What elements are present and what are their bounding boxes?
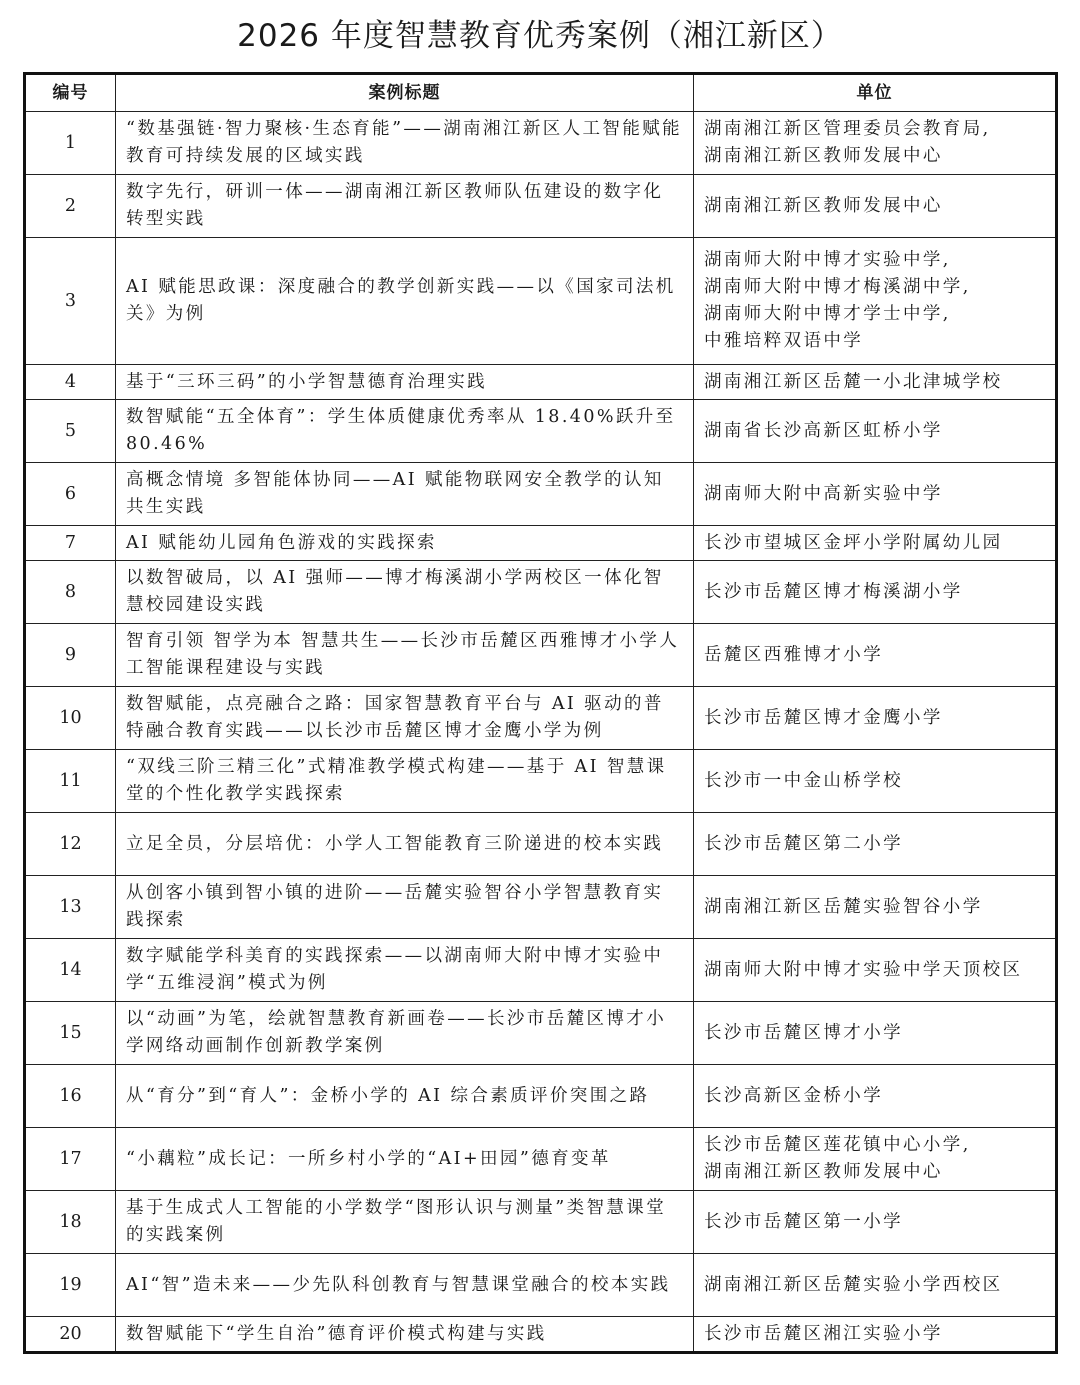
unit-line: 长沙市岳麓区第二小学 bbox=[704, 833, 903, 854]
case-unit bbox=[694, 1002, 1057, 1065]
unit-line: 湖南师大附中博才梅溪湖中学, bbox=[704, 277, 971, 297]
unit-line: 长沙市岳麓区博才金鹰小学 bbox=[704, 707, 943, 728]
header-title: 案例标题 bbox=[116, 74, 694, 112]
case-title: 基于“三环三码”的小学智慧德育治理实践 bbox=[116, 365, 694, 400]
table-row bbox=[25, 238, 1057, 365]
case-title: 立足全员，分层培优：小学人工智能教育三阶递进的校本实践 bbox=[116, 813, 694, 876]
case-unit bbox=[694, 1317, 1057, 1353]
unit-line: 中雅培粹双语中学 bbox=[704, 331, 864, 351]
case-title: 高概念情境 多智能体协同——AI 赋能物联网安全教学的认知共生实践 bbox=[116, 463, 694, 526]
case-title: 基于生成式人工智能的小学数学“图形认识与测量”类智慧课堂的实践案例 bbox=[116, 1191, 694, 1254]
case-title: “数基强链·智力聚核·生态育能”——湖南湘江新区人工智能赋能教育可持续发展的区域实践 bbox=[116, 112, 694, 175]
unit-line: 湖南师大附中博才学士中学, bbox=[704, 304, 951, 324]
case-unit bbox=[694, 750, 1057, 813]
case-title: 数智赋能，点亮融合之路：国家智慧教育平台与 AI 驱动的普特融合教育实践——以长沙市岳麓区博才金鹰小学为例 bbox=[116, 687, 694, 750]
unit-line: 湖南省长沙高新区虹桥小学 bbox=[704, 420, 943, 441]
table-row bbox=[25, 1254, 1057, 1317]
unit-line: 长沙市岳麓区博才梅溪湖小学 bbox=[704, 581, 963, 602]
case-unit bbox=[694, 939, 1057, 1002]
table-row bbox=[25, 400, 1057, 463]
case-title: AI 赋能思政课：深度融合的教学创新实践——以《国家司法机关》为例 bbox=[116, 238, 694, 365]
case-unit bbox=[694, 1254, 1057, 1317]
case-unit bbox=[694, 365, 1057, 400]
table-row bbox=[25, 112, 1057, 175]
case-number: 8 bbox=[25, 561, 116, 624]
case-number: 14 bbox=[25, 939, 116, 1002]
unit-line: 长沙市岳麓区莲花镇中心小学, bbox=[704, 1135, 971, 1155]
case-number: 10 bbox=[25, 687, 116, 750]
table-row bbox=[25, 561, 1057, 624]
table-row bbox=[25, 624, 1057, 687]
case-title: 以数智破局，以 AI 强师——博才梅溪湖小学两校区一体化智慧校园建设实践 bbox=[116, 561, 694, 624]
unit-line: 湖南湘江新区岳麓一小北津城学校 bbox=[704, 371, 1003, 392]
unit-line: 湖南湘江新区教师发展中心 bbox=[704, 1162, 943, 1182]
case-unit bbox=[694, 526, 1057, 561]
unit-line: 长沙高新区金桥小学 bbox=[704, 1085, 884, 1106]
case-number: 9 bbox=[25, 624, 116, 687]
case-title: 以“动画”为笔，绘就智慧教育新画卷——长沙市岳麓区博才小学网络动画制作创新教学案例 bbox=[116, 1002, 694, 1065]
case-unit bbox=[694, 876, 1057, 939]
table-row bbox=[25, 365, 1057, 400]
case-title: AI 赋能幼儿园角色游戏的实践探索 bbox=[116, 526, 694, 561]
case-number: 19 bbox=[25, 1254, 116, 1317]
case-number: 13 bbox=[25, 876, 116, 939]
unit-line: 湖南湘江新区岳麓实验智谷小学 bbox=[704, 896, 983, 917]
case-title: 数智赋能下“学生自治”德育评价模式构建与实践 bbox=[116, 1317, 694, 1353]
case-number: 15 bbox=[25, 1002, 116, 1065]
case-title: 数字赋能学科美育的实践探索——以湖南师大附中博才实验中学“五维浸润”模式为例 bbox=[116, 939, 694, 1002]
table-row bbox=[25, 876, 1057, 939]
case-title: 智育引领 智学为本 智慧共生——长沙市岳麓区西雅博才小学人工智能课程建设与实践 bbox=[116, 624, 694, 687]
cases-table bbox=[23, 72, 1058, 1354]
table-row bbox=[25, 939, 1057, 1002]
case-number: 18 bbox=[25, 1191, 116, 1254]
header-num: 编号 bbox=[25, 74, 116, 112]
case-title: “小藕粒”成长记：一所乡村小学的“AI+田园”德育变革 bbox=[116, 1128, 694, 1191]
table-row bbox=[25, 526, 1057, 561]
unit-line: 岳麓区西雅博才小学 bbox=[704, 644, 884, 665]
unit-line: 湖南师大附中高新实验中学 bbox=[704, 483, 943, 504]
case-unit bbox=[694, 813, 1057, 876]
case-title: “双线三阶三精三化”式精准教学模式构建——基于 AI 智慧课堂的个性化教学实践探索 bbox=[116, 750, 694, 813]
case-unit bbox=[694, 1065, 1057, 1128]
unit-line: 长沙市望城区金坪小学附属幼儿园 bbox=[704, 532, 1003, 553]
case-number: 2 bbox=[25, 175, 116, 238]
case-number: 3 bbox=[25, 238, 116, 365]
table-row bbox=[25, 813, 1057, 876]
case-number: 4 bbox=[25, 365, 116, 400]
case-unit bbox=[694, 624, 1057, 687]
case-number: 16 bbox=[25, 1065, 116, 1128]
case-unit bbox=[694, 1128, 1057, 1191]
case-unit bbox=[694, 687, 1057, 750]
table-row bbox=[25, 1002, 1057, 1065]
table-row bbox=[25, 1065, 1057, 1128]
case-unit bbox=[694, 175, 1057, 238]
case-unit bbox=[694, 463, 1057, 526]
unit-line: 长沙市岳麓区湘江实验小学 bbox=[704, 1323, 943, 1344]
case-title: 数字先行，研训一体——湖南湘江新区教师队伍建设的数字化转型实践 bbox=[116, 175, 694, 238]
case-unit bbox=[694, 400, 1057, 463]
case-number: 5 bbox=[25, 400, 116, 463]
document-title: 2026 年度智慧教育优秀案例（湘江新区） bbox=[237, 18, 843, 54]
case-unit bbox=[694, 1191, 1057, 1254]
case-number: 11 bbox=[25, 750, 116, 813]
case-number: 6 bbox=[25, 463, 116, 526]
table-row bbox=[25, 1128, 1057, 1191]
case-title: 数智赋能“五全体育”：学生体质健康优秀率从 18.40%跃升至 80.46% bbox=[116, 400, 694, 463]
table-header-row bbox=[25, 74, 1057, 112]
table-row bbox=[25, 463, 1057, 526]
case-unit bbox=[694, 238, 1057, 365]
case-title: 从创客小镇到智小镇的进阶——岳麓实验智谷小学智慧教育实践探索 bbox=[116, 876, 694, 939]
case-number: 1 bbox=[25, 112, 116, 175]
table-row bbox=[25, 1191, 1057, 1254]
unit-line: 湖南师大附中博才实验中学天顶校区 bbox=[704, 959, 1023, 980]
unit-line: 湖南湘江新区岳麓实验小学西校区 bbox=[704, 1274, 1003, 1295]
case-number: 7 bbox=[25, 526, 116, 561]
case-number: 20 bbox=[25, 1317, 116, 1353]
unit-line: 长沙市岳麓区第一小学 bbox=[704, 1211, 903, 1232]
case-unit bbox=[694, 561, 1057, 624]
table-row bbox=[25, 1317, 1057, 1353]
unit-line: 湖南湘江新区管理委员会教育局, bbox=[704, 119, 991, 139]
table-row bbox=[25, 687, 1057, 750]
case-number: 17 bbox=[25, 1128, 116, 1191]
case-unit bbox=[694, 112, 1057, 175]
unit-line: 湖南湘江新区教师发展中心 bbox=[704, 195, 943, 216]
unit-line: 湖南湘江新区教师发展中心 bbox=[704, 146, 943, 166]
header-unit: 单位 bbox=[694, 74, 1057, 112]
case-title: AI“智”造未来——少先队科创教育与智慧课堂融合的校本实践 bbox=[116, 1254, 694, 1317]
table-row bbox=[25, 750, 1057, 813]
unit-line: 湖南师大附中博才实验中学, bbox=[704, 250, 951, 270]
case-title: 从“育分”到“育人”：金桥小学的 AI 综合素质评价突围之路 bbox=[116, 1065, 694, 1128]
unit-line: 长沙市岳麓区博才小学 bbox=[704, 1022, 903, 1043]
table-row bbox=[25, 175, 1057, 238]
case-number: 12 bbox=[25, 813, 116, 876]
unit-line: 长沙市一中金山桥学校 bbox=[704, 770, 903, 791]
